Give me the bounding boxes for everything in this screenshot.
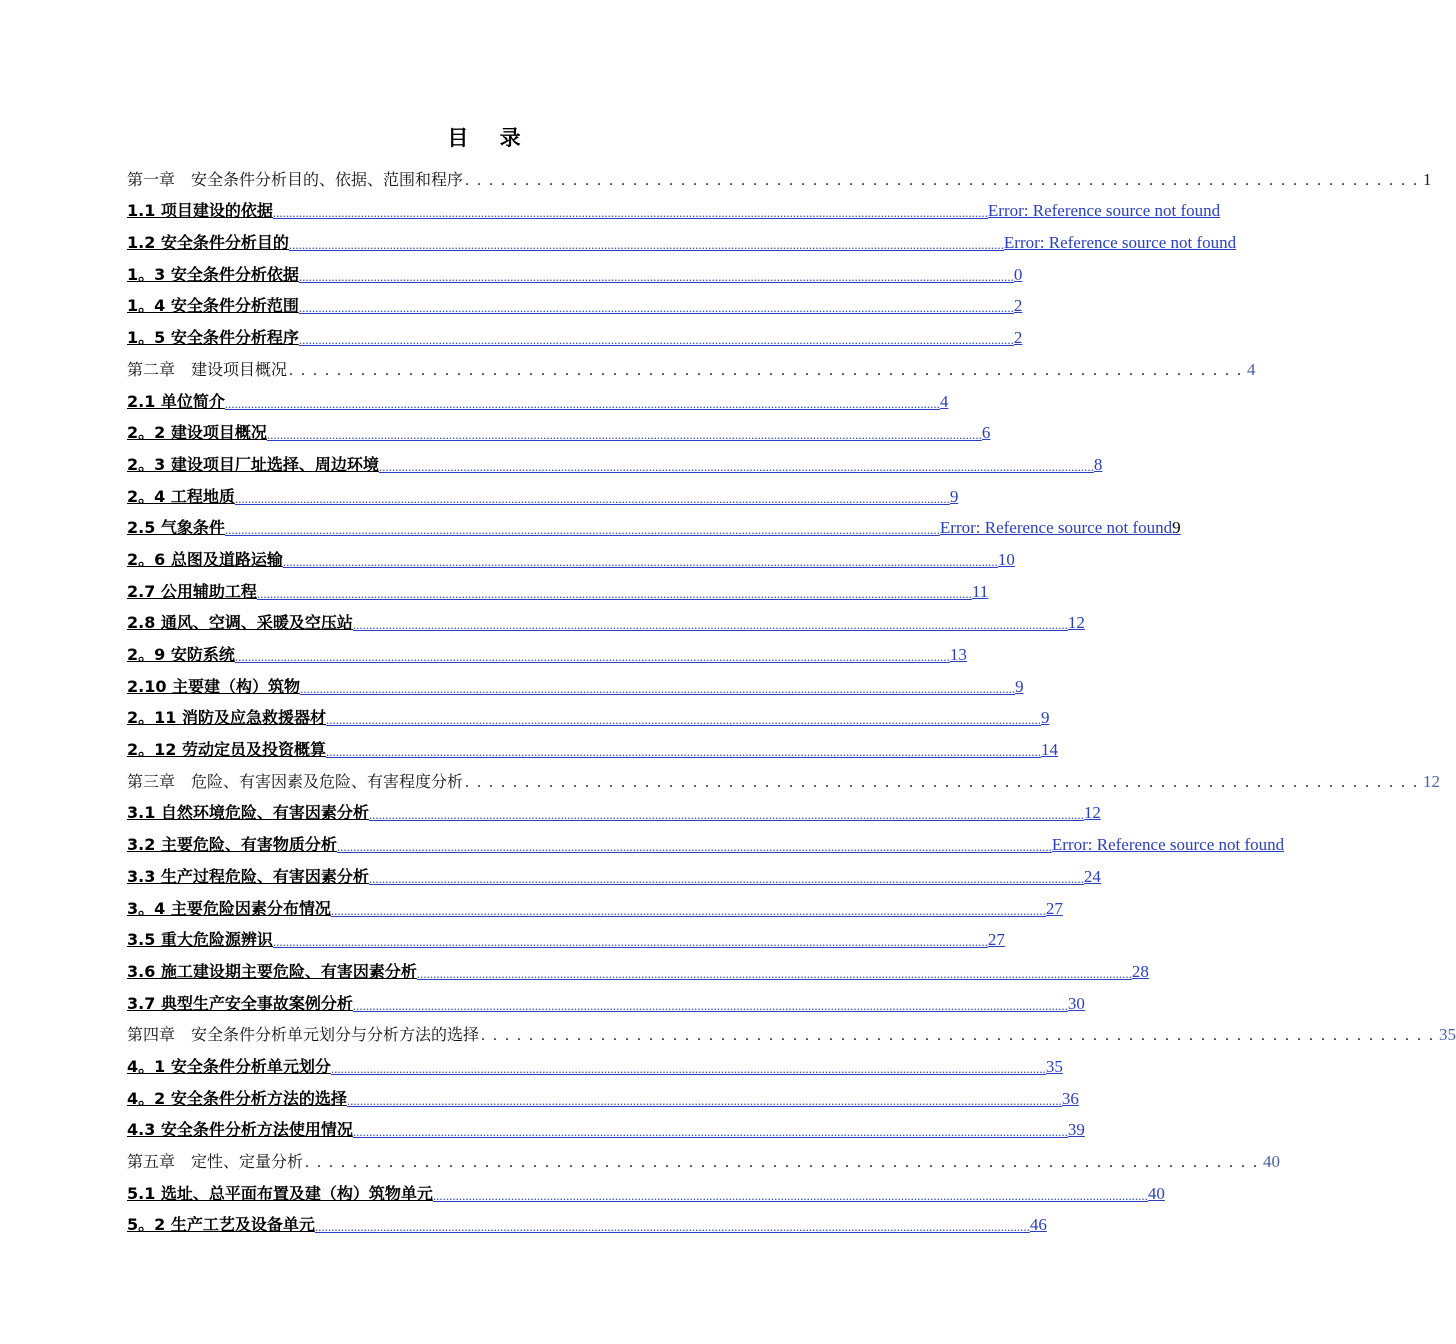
toc-page-number[interactable]: 14 <box>1040 740 1058 760</box>
toc-entry-label: 第三章 危险、有害因素及危险、有害程度分析 <box>127 771 464 791</box>
toc-page-number[interactable]: 12 <box>1083 803 1101 823</box>
toc-section-entry[interactable] <box>127 982 1085 1014</box>
toc-entry-label: 2。9 安防系统 <box>127 645 235 664</box>
toc-entry-label: 2。4 工程地质 <box>127 486 235 506</box>
dot-leader: . . . . . . . . . . . . . . . . . . . . . . . . . . . . . . . . . . . . . . . . . . . . . . . . . . . . . . . . . . . . . . . . . . . . . . . . . . . . . . . . <box>481 1027 1436 1045</box>
toc-section-entry[interactable] <box>127 538 1015 570</box>
toc-entry-label: 3.6 施工建设期主要危险、有害因素分析 <box>127 961 417 981</box>
toc-section-entry[interactable] <box>127 1109 1085 1141</box>
toc-entry-label: 2.10 主要建（构）筑物 <box>127 676 301 696</box>
dot-leader: ............................................................................................................................................................................................................................ <box>224 395 940 411</box>
toc-section-entry[interactable] <box>127 919 1005 951</box>
toc-section-entry[interactable] <box>127 221 1237 253</box>
toc-entry-label: 第一章 安全条件分析目的、依据、范围和程序 <box>127 169 464 189</box>
toc-page-number[interactable]: 6 <box>981 423 991 443</box>
toc-page-number[interactable]: 9 <box>1040 708 1050 728</box>
toc-entry-label: 3.2 主要危险、有害物质分析 <box>127 835 337 855</box>
toc-section-entry[interactable] <box>127 475 959 507</box>
toc-section-entry[interactable] <box>127 412 991 444</box>
toc-entry-label: 1。5 安全条件分析程序 <box>127 328 299 348</box>
toc-section-entry[interactable] <box>127 507 1181 539</box>
toc-entry-label: 第二章 建设项目概况 <box>127 359 288 379</box>
toc-section-entry[interactable] <box>127 570 989 602</box>
dot-leader: . . . . . . . . . . . . . . . . . . . . . . . . . . . . . . . . . . . . . . . . . . . . . . . . . . . . . . . . . . . . . . . . . . . . . . . . . . . . . . . . <box>289 361 1244 379</box>
dot-leader: ............................................................................................................................................................................................................................ <box>234 490 950 506</box>
toc-title: 目 录 <box>447 126 533 150</box>
toc-page-number[interactable]: 27 <box>987 930 1005 950</box>
toc-entry-label: 3。4 主要危险因素分布情况 <box>127 898 331 918</box>
toc-chapter-entry[interactable] <box>127 760 1441 792</box>
toc-entry-label: 5.1 选址、总平面布置及建（构）筑物单元 <box>127 1183 433 1203</box>
dot-leader: ............................................................................................................................................................................................................................ <box>272 205 988 221</box>
toc-page-number[interactable]: 35 <box>1045 1056 1063 1076</box>
dot-leader: ............................................................................................................................................................................................................................ <box>432 1187 1148 1203</box>
toc-section-entry[interactable] <box>127 665 1024 697</box>
toc-entry-label: 2.1 单位简介 <box>127 391 225 411</box>
toc-page-number[interactable]: 9 <box>1015 676 1024 696</box>
toc-chapter-entry[interactable] <box>127 158 1432 190</box>
toc-section-entry[interactable] <box>127 697 1050 729</box>
dot-leader: ............................................................................................................................................................................................................................ <box>330 902 1046 918</box>
toc-section-entry[interactable] <box>127 887 1063 919</box>
toc-chapter-entry[interactable] <box>127 1140 1281 1172</box>
toc-page-number[interactable]: 4 <box>1247 359 1256 379</box>
toc-entry-label: 1。4 安全条件分析范围 <box>127 296 299 316</box>
dot-leader: ............................................................................................................................................................................................................................ <box>416 965 1132 981</box>
dot-leader: ............................................................................................................................................................................................................................ <box>224 522 940 538</box>
toc-page-number[interactable]: 2 <box>1013 296 1023 316</box>
toc-page-number[interactable]: 8 <box>1093 454 1103 474</box>
dot-leader: ............................................................................................................................................................................................................................ <box>336 839 1052 855</box>
toc-section-entry[interactable] <box>127 855 1101 887</box>
toc-page-number[interactable]: 2 <box>1013 328 1023 348</box>
toc-section-entry[interactable] <box>127 633 967 665</box>
toc-entry-label: 第四章 安全条件分析单元划分与分析方法的选择 <box>127 1025 480 1045</box>
toc-chapter-entry[interactable] <box>127 348 1256 380</box>
dot-leader: ............................................................................................................................................................................................................................ <box>234 649 950 664</box>
toc-entry-label: 2.7 公用辅助工程 <box>127 581 257 601</box>
toc-entry-label: 2。11 消防及应急救援器材 <box>127 708 326 728</box>
toc-page-number[interactable]: Error: Reference source not found <box>987 201 1221 221</box>
toc-entry-label: 2。3 建设项目厂址选择、周边环境 <box>127 454 379 474</box>
toc-entry-label: 3.7 典型生产安全事故案例分析 <box>127 993 353 1013</box>
toc-section-entry[interactable] <box>127 602 1085 634</box>
toc-page-number[interactable]: 24 <box>1083 866 1101 886</box>
toc-page-number[interactable]: 28 <box>1131 961 1149 981</box>
toc-entry-label: 1。3 安全条件分析依据 <box>127 264 299 284</box>
dot-leader: ............................................................................................................................................................................................................................ <box>300 680 1016 696</box>
toc-page-number[interactable]: 36 <box>1061 1088 1079 1108</box>
toc-page-number[interactable]: Error: Reference source not found <box>1051 835 1285 855</box>
dot-leader: ............................................................................................................................................................................................................................ <box>325 712 1041 728</box>
table-of-contents <box>127 158 1456 1235</box>
toc-page-number[interactable]: 4 <box>939 391 949 411</box>
toc-section-entry[interactable] <box>127 1077 1079 1109</box>
toc-page-number[interactable]: 40 <box>1147 1183 1165 1203</box>
toc-section-entry[interactable] <box>127 1172 1165 1204</box>
toc-page-number[interactable]: 30 <box>1067 993 1085 1013</box>
dot-leader: ............................................................................................................................................................................................................................ <box>266 427 982 443</box>
dot-leader: ............................................................................................................................................................................................................................ <box>272 934 988 950</box>
dot-leader: ............................................................................................................................................................................................................................ <box>282 553 998 569</box>
toc-page-number[interactable]: 13 <box>949 645 967 664</box>
toc-page-number[interactable]: 27 <box>1045 898 1063 918</box>
toc-entry-label: 2。12 劳动定员及投资概算 <box>127 740 326 760</box>
dot-leader: ............................................................................................................................................................................................................................ <box>368 807 1084 823</box>
toc-page-number[interactable]: 9 <box>949 486 959 506</box>
toc-page-number[interactable]: 10 <box>997 549 1015 569</box>
toc-section-entry[interactable] <box>127 253 1023 285</box>
dot-leader: ............................................................................................................................................................................................................................ <box>346 1092 1062 1108</box>
dot-leader: ............................................................................................................................................................................................................................ <box>314 1219 1030 1235</box>
toc-section-entry[interactable] <box>127 728 1058 760</box>
toc-section-entry[interactable] <box>127 1204 1047 1236</box>
toc-section-entry[interactable] <box>127 792 1101 824</box>
dot-leader: ............................................................................................................................................................................................................................ <box>330 1060 1046 1076</box>
toc-page-number[interactable]: 1 <box>1423 169 1432 189</box>
toc-page-number[interactable]: 39 <box>1067 1120 1085 1140</box>
toc-entry-label: 2。6 总图及道路运输 <box>127 549 283 569</box>
dot-leader: ............................................................................................................................................................................................................................ <box>325 744 1041 760</box>
dot-leader: ............................................................................................................................................................................................................................ <box>298 268 1014 284</box>
toc-entry-label: 2.5 气象条件 <box>127 518 225 538</box>
toc-section-entry[interactable] <box>127 443 1103 475</box>
dot-leader: ............................................................................................................................................................................................................................ <box>298 332 1014 348</box>
toc-entry-label: 3.1 自然环境危险、有害因素分析 <box>127 803 369 823</box>
toc-entry-label: 5。2 生产工艺及设备单元 <box>127 1215 315 1235</box>
dot-leader: ............................................................................................................................................................................................................................ <box>352 1124 1068 1140</box>
dot-leader: ............................................................................................................................................................................................................................ <box>352 997 1068 1013</box>
toc-entry-label: 4.3 安全条件分析方法使用情况 <box>127 1120 353 1140</box>
dot-leader: ............................................................................................................................................................................................................................ <box>256 585 972 601</box>
toc-chapter-entry[interactable] <box>127 1014 1456 1046</box>
dot-leader: ............................................................................................................................................................................................................................ <box>352 617 1068 633</box>
dot-leader: ............................................................................................................................................................................................................................ <box>298 300 1014 316</box>
toc-page-number[interactable]: Error: Reference source not found9 <box>939 518 1181 538</box>
toc-section-entry[interactable] <box>127 190 1221 222</box>
dot-leader: ............................................................................................................................................................................................................................ <box>368 870 1084 886</box>
toc-entry-label: 3.5 重大危险源辨识 <box>127 930 273 950</box>
dot-leader: ............................................................................................................................................................................................................................ <box>288 237 1004 253</box>
toc-page-number[interactable]: 12 <box>1067 613 1085 633</box>
toc-page-number[interactable]: 11 <box>971 581 989 601</box>
toc-section-entry[interactable] <box>127 950 1149 982</box>
toc-entry-label: 第五章 定性、定量分析 <box>127 1152 304 1171</box>
toc-entry-label: 1.2 安全条件分析目的 <box>127 233 289 253</box>
toc-entry-label: 1.1 项目建设的依据 <box>127 201 273 221</box>
toc-page-number[interactable]: 0 <box>1013 264 1023 284</box>
dot-leader: ............................................................................................................................................................................................................................ <box>378 458 1094 474</box>
toc-entry-label: 4。1 安全条件分析单元划分 <box>127 1056 331 1076</box>
toc-section-entry[interactable] <box>127 380 949 412</box>
toc-entry-label: 3.3 生产过程危险、有害因素分析 <box>127 866 369 886</box>
toc-page-number[interactable]: 40 <box>1263 1152 1281 1171</box>
dot-leader: . . . . . . . . . . . . . . . . . . . . . . . . . . . . . . . . . . . . . . . . . . . . . . . . . . . . . . . . . . . . . . . . . . . . . . . . . . . . . . . . <box>305 1154 1260 1171</box>
toc-entry-label: 2.8 通风、空调、采暖及空压站 <box>127 613 353 633</box>
toc-section-entry[interactable] <box>127 1045 1063 1077</box>
toc-entry-label: 2。2 建设项目概况 <box>127 423 267 443</box>
toc-page-number[interactable]: Error: Reference source not found <box>1003 233 1237 253</box>
toc-page-number[interactable]: 46 <box>1029 1215 1047 1235</box>
toc-section-entry[interactable] <box>127 285 1023 317</box>
dot-leader: . . . . . . . . . . . . . . . . . . . . . . . . . . . . . . . . . . . . . . . . . . . . . . . . . . . . . . . . . . . . . . . . . . . . . . . . . . . . . . . . <box>465 171 1420 189</box>
toc-section-entry[interactable] <box>127 823 1285 855</box>
toc-page-number[interactable]: 35 <box>1439 1025 1456 1045</box>
toc-entry-label: 4。2 安全条件分析方法的选择 <box>127 1088 347 1108</box>
toc-section-entry[interactable] <box>127 316 1023 348</box>
dot-leader: . . . . . . . . . . . . . . . . . . . . . . . . . . . . . . . . . . . . . . . . . . . . . . . . . . . . . . . . . . . . . . . . . . . . . . . . . . . . . . . . <box>465 773 1420 791</box>
toc-page-number[interactable]: 12 <box>1423 771 1441 791</box>
